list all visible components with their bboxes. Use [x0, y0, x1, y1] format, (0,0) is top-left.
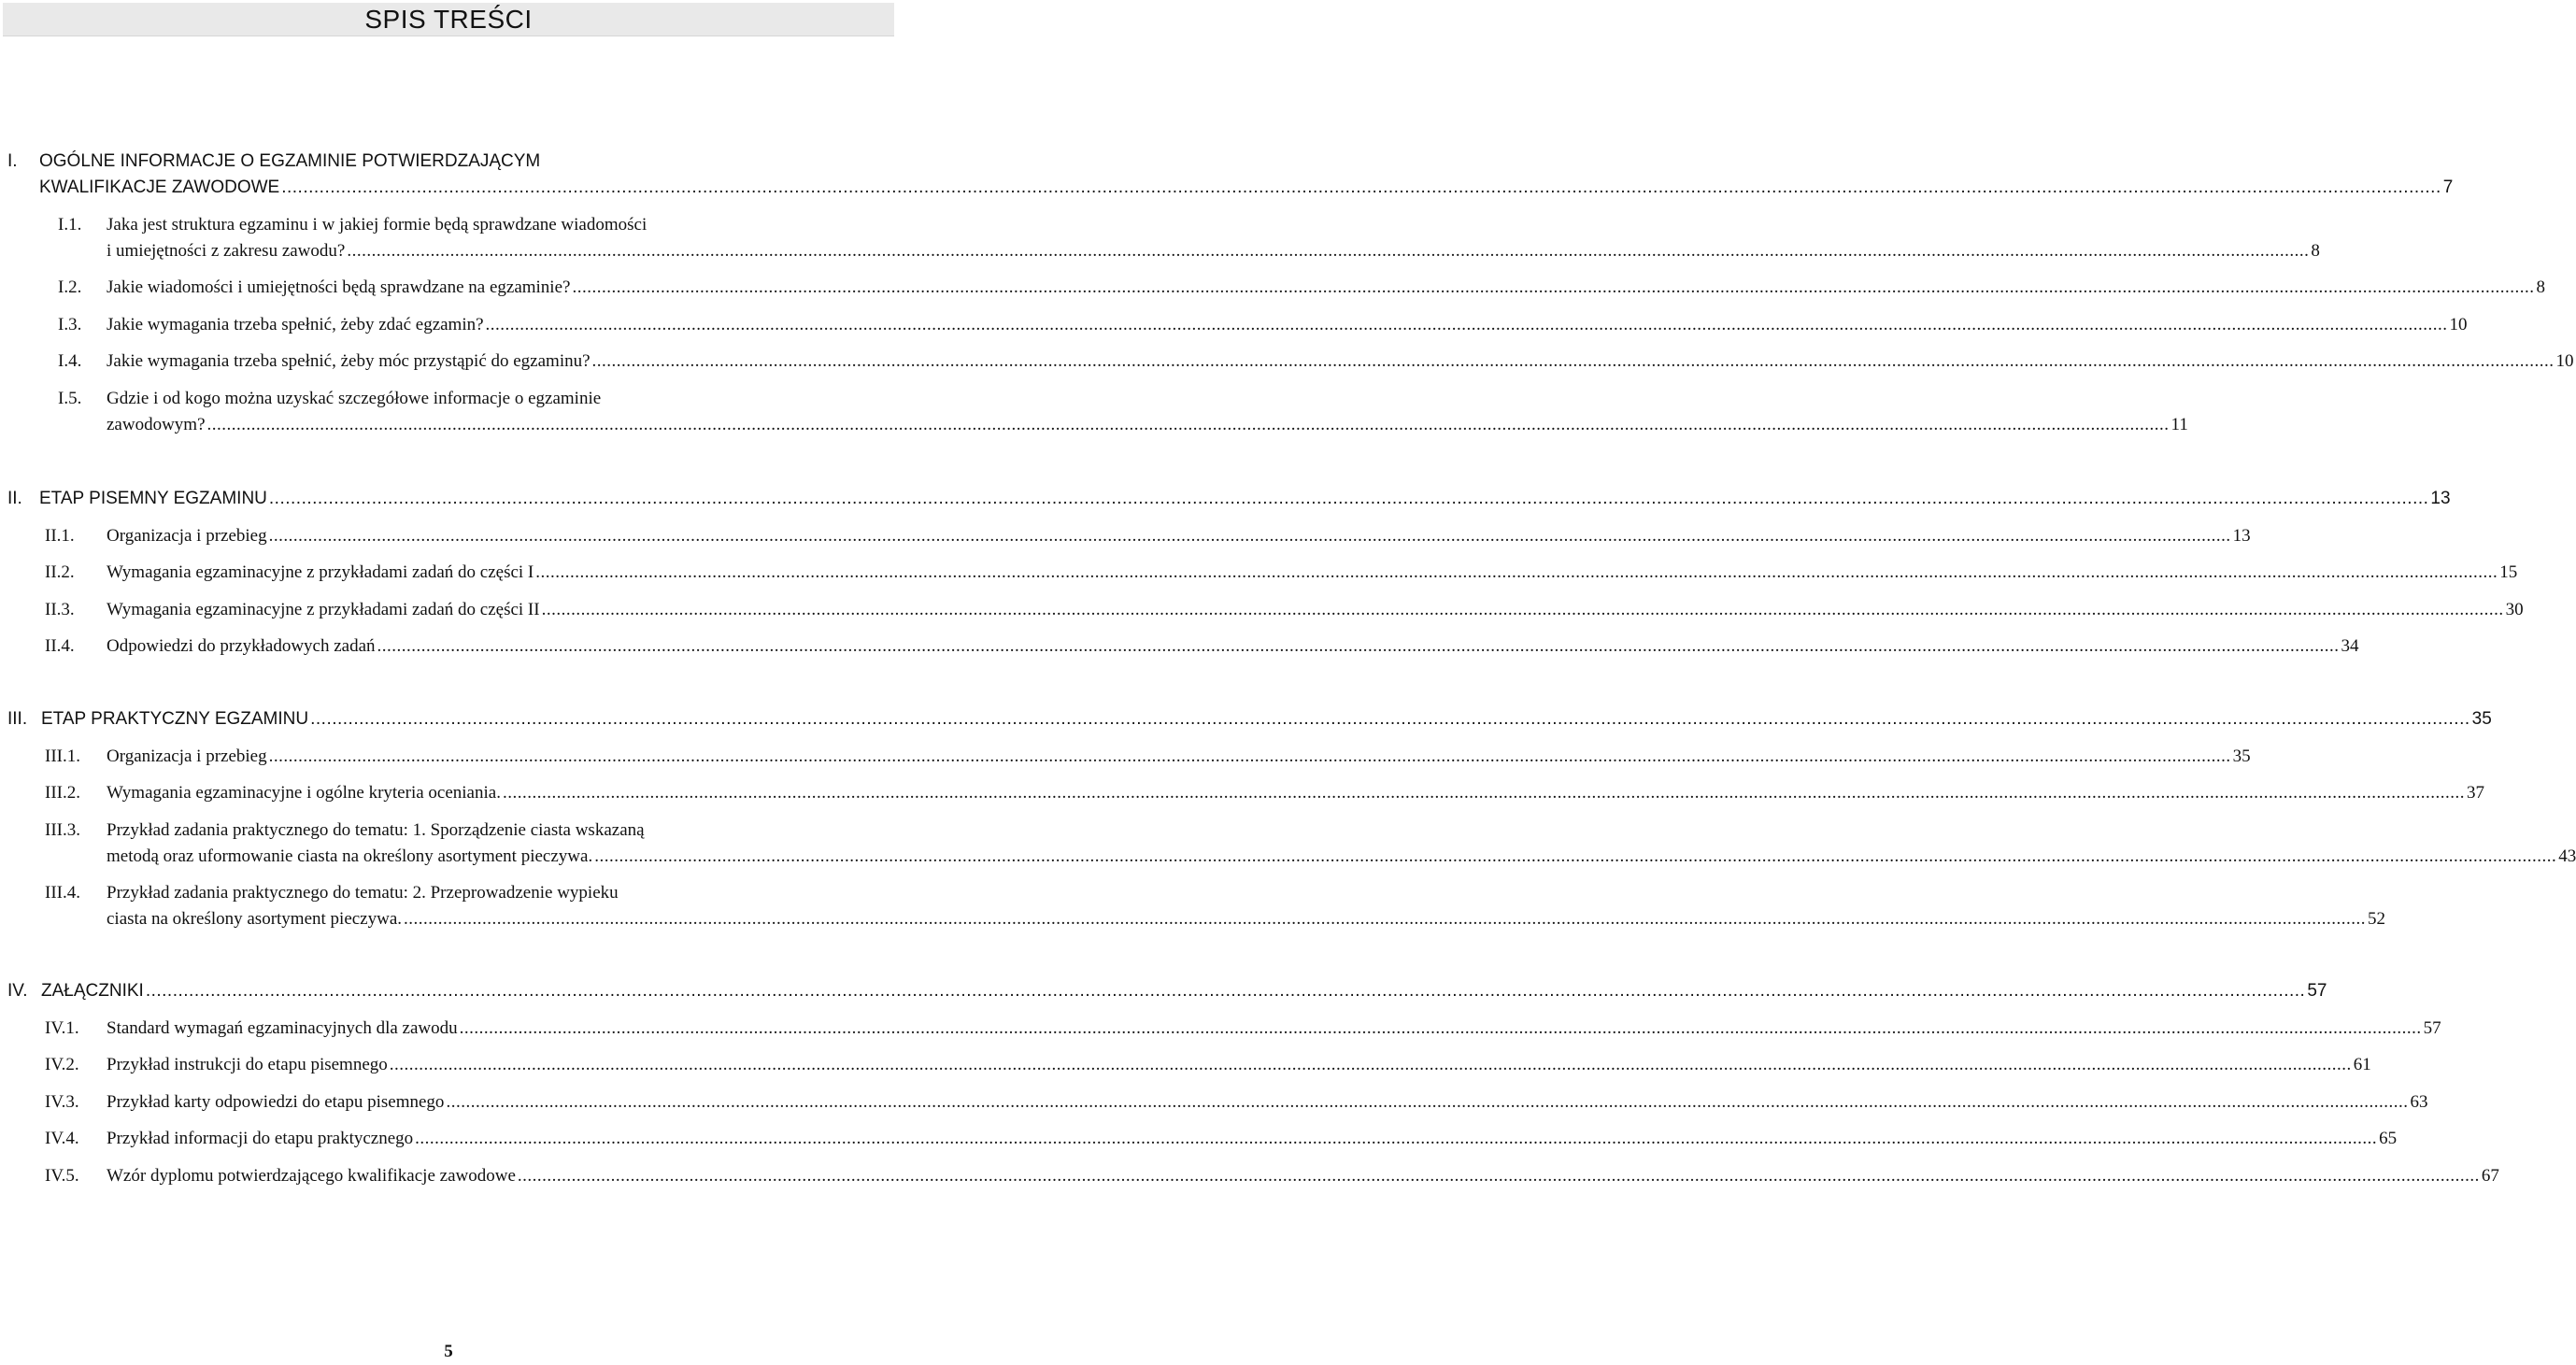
page-number: 5 — [444, 1342, 453, 1361]
toc-entry-line — [0, 1091, 2428, 1116]
leader-row — [41, 981, 2327, 1002]
page-ref: 57 — [2307, 981, 2327, 1001]
leader-row — [39, 178, 2454, 198]
entry-title: Jakie wymagania trzeba spełnić, żeby móc przystąpić do egzaminu? — [107, 351, 591, 371]
dot-leader: ................................................................................................................................................................................................................................................................................................................................................................................................................ — [541, 599, 2504, 619]
dot-leader: ................................................................................................................................................................................................................................................................................................................................................................................................................ — [594, 846, 2557, 866]
section-number: IV. — [7, 981, 28, 1001]
entry-title: Gdzie i od kogo można uzyskać szczegółowe informacje o egzaminie — [107, 388, 602, 408]
toc-entry-line — [0, 820, 897, 845]
dot-leader: ................................................................................................................................................................................................................................................................................................................................................................................................................ — [404, 909, 2367, 929]
leader-row — [107, 277, 2545, 298]
leader-row — [39, 489, 2451, 509]
entry-number: I.1. — [58, 214, 82, 235]
toc-entry-line — [0, 351, 2574, 376]
entry-title: Wzór dyplomu potwierdzającego kwalifikacje zawodowe — [107, 1165, 516, 1186]
leader-row — [107, 746, 2251, 767]
toc-entry-line — [0, 525, 2251, 550]
page-ref: 61 — [2353, 1055, 2371, 1074]
entry-number: I.3. — [58, 314, 82, 334]
entry-number: III.2. — [45, 783, 80, 803]
page-ref: 10 — [2449, 314, 2468, 334]
entry-title: zawodowym? — [107, 414, 206, 434]
leader-row — [41, 709, 2492, 730]
page-ref: 8 — [2536, 277, 2545, 297]
page-ref: 52 — [2368, 909, 2386, 929]
dot-leader: ................................................................................................................................................................................................................................................................................................................................................................................................................ — [145, 981, 2306, 1001]
entry-title: ciasta na określony asortyment pieczywa. — [107, 909, 403, 929]
entry-title: Wymagania egzaminacyjne z przykładami zadań do części II — [107, 599, 540, 619]
toc-entry-line — [0, 1129, 2398, 1153]
page-ref: 13 — [2430, 489, 2451, 508]
entry-title: Przykład karty odpowiedzi do etapu pisemnego — [107, 1091, 445, 1112]
entry-number: II.3. — [45, 599, 75, 619]
toc-entry-line — [0, 414, 2188, 439]
section-title: ZAŁĄCZNIKI — [41, 981, 144, 1001]
section-title: ETAP PISEMNY EGZAMINU — [39, 489, 267, 508]
entry-number: IV.4. — [45, 1129, 79, 1148]
leader-row — [107, 1055, 2371, 1075]
leader-row — [107, 909, 2386, 930]
section-number: I. — [7, 151, 18, 171]
entry-title: Organizacja i przebieg — [107, 746, 267, 766]
dot-leader: ................................................................................................................................................................................................................................................................................................................................................................................................................ — [572, 277, 2535, 297]
toc-entry-line — [0, 1165, 2499, 1190]
dot-leader: ................................................................................................................................................................................................................................................................................................................................................................................................................ — [347, 240, 2310, 261]
page-ref: 30 — [2505, 599, 2524, 619]
page-ref: 8 — [2311, 240, 2320, 261]
toc-entry-line — [0, 636, 2359, 661]
entry-number: III.1. — [45, 746, 80, 766]
page-ref: 7 — [2442, 178, 2454, 197]
page-title: SPIS TREŚCI — [364, 5, 533, 34]
page-ref: 67 — [2481, 1165, 2499, 1186]
leader-row — [107, 636, 2359, 657]
page-ref: 65 — [2379, 1129, 2398, 1148]
leader-row — [107, 1017, 2441, 1039]
dot-leader: ................................................................................................................................................................................................................................................................................................................................................................................................................ — [535, 562, 2498, 582]
entry-title: Jaka jest struktura egzaminu i w jakiej formie będą sprawdzane wiadomości — [107, 214, 648, 235]
section-heading-line — [0, 151, 897, 176]
section-title: OGÓLNE INFORMACJE O EGZAMINIE POTWIERDZAJĄCYM — [39, 151, 541, 171]
toc-entry-line — [0, 314, 2468, 339]
dot-leader: ................................................................................................................................................................................................................................................................................................................................................................................................................ — [310, 709, 2470, 729]
section-number: III. — [7, 709, 28, 729]
leader-row — [107, 1091, 2428, 1113]
dot-leader: ................................................................................................................................................................................................................................................................................................................................................................................................................ — [517, 1165, 2480, 1186]
section-heading-line — [0, 489, 2451, 513]
leader-row — [107, 525, 2251, 547]
toc-entry-line — [0, 277, 2545, 302]
toc-entry-line — [0, 215, 897, 239]
page-ref: 11 — [2170, 414, 2188, 434]
page-ref: 13 — [2232, 525, 2251, 546]
entry-number: IV.5. — [45, 1165, 79, 1186]
toc-entry-line — [0, 909, 2386, 933]
toc-entry-line — [0, 883, 897, 907]
entry-number: IV.2. — [45, 1055, 79, 1074]
dot-leader: ................................................................................................................................................................................................................................................................................................................................................................................................................ — [485, 314, 2448, 334]
dot-leader: ................................................................................................................................................................................................................................................................................................................................................................................................................ — [446, 1091, 2409, 1112]
entry-number: II.4. — [45, 636, 75, 656]
dot-leader: ................................................................................................................................................................................................................................................................................................................................................................................................................ — [206, 414, 2170, 434]
entry-number: I.4. — [58, 351, 82, 371]
toc-entry-line — [0, 783, 2484, 807]
entry-number: I.2. — [58, 277, 82, 297]
toc-entry-line — [0, 240, 2320, 265]
entry-number: IV.1. — [45, 1017, 79, 1038]
dot-leader: ................................................................................................................................................................................................................................................................................................................................................................................................................ — [281, 178, 2441, 197]
entry-number: II.2. — [45, 562, 75, 582]
dot-leader: ................................................................................................................................................................................................................................................................................................................................................................................................................ — [377, 636, 2340, 656]
page-ref: 63 — [2410, 1091, 2428, 1112]
leader-row — [107, 240, 2320, 262]
section-title: ETAP PRAKTYCZNY EGZAMINU — [41, 709, 309, 729]
title-bar — [3, 3, 894, 36]
entry-number: II.1. — [45, 525, 75, 546]
entry-title: Organizacja i przebieg — [107, 525, 267, 546]
page-ref: 57 — [2423, 1017, 2441, 1038]
page-ref: 37 — [2466, 783, 2484, 803]
entry-title: Przykład zadania praktycznego do tematu: 1. Sporządzenie ciasta wskazaną — [107, 819, 645, 840]
toc-entry-line — [0, 599, 2524, 624]
entry-title: Standard wymagań egzaminacyjnych dla zawodu — [107, 1017, 458, 1038]
leader-row — [107, 1129, 2398, 1149]
entry-title: Przykład zadania praktycznego do tematu: 2. Przeprowadzenie wypieku — [107, 883, 619, 903]
toc-entry-line — [0, 1055, 2371, 1079]
section-title: KWALIFIKACJE ZAWODOWE — [39, 178, 280, 197]
dot-leader: ................................................................................................................................................................................................................................................................................................................................................................................................................ — [502, 783, 2465, 803]
entry-number: IV.3. — [45, 1091, 79, 1112]
entry-title: i umiejętności z zakresu zawodu? — [107, 240, 346, 261]
page-ref: 35 — [2471, 709, 2492, 729]
entry-title: Wymagania egzaminacyjne i ogólne kryteria oceniania. — [107, 783, 501, 803]
entry-title: Odpowiedzi do przykładowych zadań — [107, 636, 376, 656]
leader-row — [107, 351, 2574, 372]
toc-entry-line — [0, 746, 2251, 771]
entry-title: Przykład informacji do etapu praktycznego — [107, 1129, 414, 1148]
entry-title: metodą oraz uformowanie ciasta na określony asortyment pieczywa. — [107, 846, 593, 866]
dot-leader: ................................................................................................................................................................................................................................................................................................................................................................................................................ — [459, 1017, 2422, 1038]
dot-leader: ................................................................................................................................................................................................................................................................................................................................................................................................................ — [415, 1129, 2378, 1148]
entry-number: III.3. — [45, 819, 80, 840]
page-ref: 15 — [2499, 562, 2518, 582]
toc-entry-line — [0, 1017, 2441, 1043]
toc-entry-line — [0, 389, 897, 413]
section-heading-line — [0, 981, 2327, 1005]
toc-entry-line — [0, 562, 2518, 587]
dot-leader: ................................................................................................................................................................................................................................................................................................................................................................................................................ — [268, 525, 2231, 546]
section-heading-line — [0, 709, 2492, 733]
page-ref: 10 — [2555, 351, 2574, 371]
entry-title: Jakie wymagania trzeba spełnić, żeby zdać egzamin? — [107, 314, 484, 334]
leader-row — [107, 1165, 2499, 1187]
dot-leader: ................................................................................................................................................................................................................................................................................................................................................................................................................ — [268, 746, 2231, 766]
toc-entry-line — [0, 846, 2576, 871]
entry-title: Wymagania egzaminacyjne z przykładami zadań do części I — [107, 562, 534, 582]
dot-leader: ................................................................................................................................................................................................................................................................................................................................................................................................................ — [591, 351, 2555, 371]
page-ref: 43 — [2558, 846, 2576, 866]
entry-title: Przykład instrukcji do etapu pisemnego — [107, 1055, 388, 1074]
page-ref: 35 — [2232, 746, 2251, 766]
entry-number: III.4. — [45, 883, 80, 903]
leader-row — [107, 846, 2576, 867]
entry-title: Jakie wiadomości i umiejętności będą sprawdzane na egzaminie? — [107, 277, 571, 297]
entry-number: I.5. — [58, 388, 82, 408]
page-ref: 34 — [2341, 636, 2359, 656]
section-number: II. — [7, 489, 22, 508]
dot-leader: ................................................................................................................................................................................................................................................................................................................................................................................................................ — [389, 1055, 2352, 1074]
leader-row — [107, 562, 2518, 583]
leader-row — [107, 599, 2524, 620]
leader-row — [107, 783, 2484, 803]
leader-row — [107, 314, 2468, 335]
section-heading-line — [0, 178, 2454, 202]
leader-row — [107, 414, 2188, 435]
dot-leader: ................................................................................................................................................................................................................................................................................................................................................................................................................ — [268, 489, 2429, 508]
